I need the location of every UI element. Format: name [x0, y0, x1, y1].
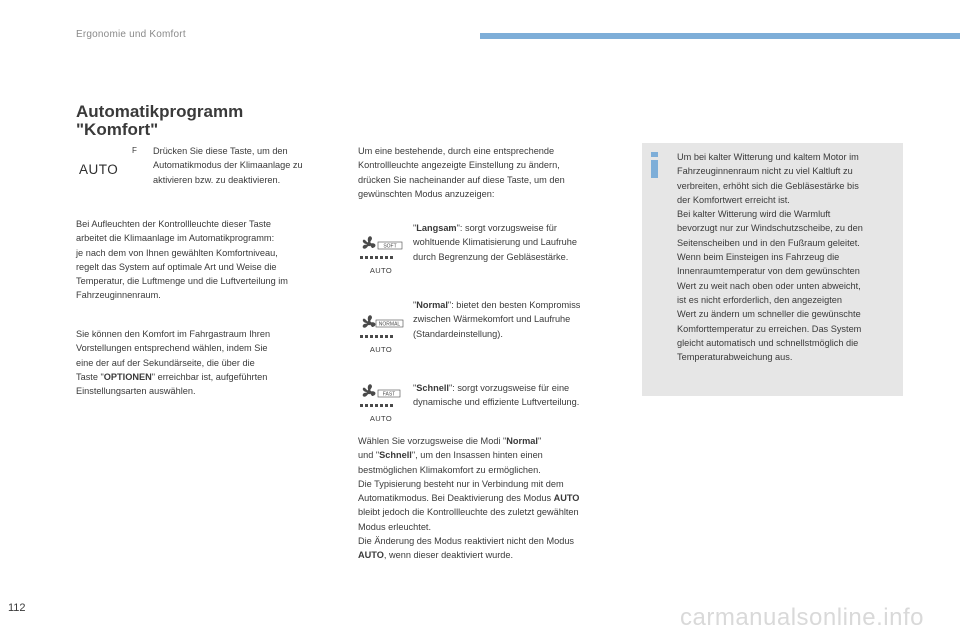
info-box-text: Um bei kalter Witterung und kaltem Motor im Fahrzeuginnenraum nicht zu viel Kaltluft zu verbreiten, erhöht sich die Gebläsestärke bis der Komfortwert erreicht ist. Bei kalter Witterung wird die Warmluft bevorzugt nur zur Windschutzscheibe, zu den Seitenscheiben und in den Fußraum geleitet. Wenn beim Einsteigen ins Fahrzeug die Innenraumtemperatur von dem gewünschten Wert zu weit nach oben oder unten abweicht, ist es nicht erforderlich, den angezeigten Wert zu ändern um schneller die gewünschte Komforttemperatur zu erreichen. Das System gleicht automatisch und schnellstmöglich die Temperaturabweichung aus. [677, 152, 863, 363]
mode-description-fast: "Schnell": sorgt vorzugsweise für eine dynamische und effiziente Luftverteilung. [413, 383, 580, 408]
normal-mode-fan-icon [356, 311, 406, 354]
paragraph-comfort-options: Sie können den Komfort im Fahrgastraum Ihren Vorstellungen entsprechend wählen, indem Sie eine der auf der Sekundärseite, die über die Taste "OPTIONEN" erreichbar ist, aufgeführten Einstellungsarten auswählen. [76, 329, 271, 397]
normal-mode-tag: NORMAL [378, 321, 401, 328]
chapter-title: Ergonomie und Komfort [76, 29, 186, 40]
bullet-marker: F [132, 146, 137, 155]
paragraph-auto-program: Bei Aufleuchten der Kontrollleuchte dieser Taste arbeitet die Klimaanlage im Automatikprogramm: je nach dem von Ihnen gewählten Komfortniveau, regelt das System auf optimale Art und Weise die Temperatur, die Luftmenge und die Luftverteilung im Fahrzeuginnenraum. [76, 219, 288, 301]
info-icon [649, 152, 660, 178]
paragraph-mode-intro: Um eine bestehende, durch eine entsprechende Kontrollleuchte angezeigte Einstellung zu ändern, drücken Sie nacheinander auf diese Taste, um den gewünschten Modus anzuzeigen: [358, 146, 565, 199]
paragraph-closing: Wählen Sie vorzugsweise die Modi "Normal" und "Schnell", um den Insassen hinten einen bestmöglichen Klimakomfort zu ermöglichen. Die Typisierung besteht nur in Verbindung mit dem Automatikmodus. Bei Deaktivierung des Modus AUTO bleibt jedoch die Kontrollleuchte des zuletzt gewählten Modus erleuchtet. Die Änderung des Modus reaktiviert nicht den Modus AUTO, wenn dieser deaktiviert wurde. [358, 436, 580, 561]
section-title-line-2: "Komfort" [76, 120, 159, 139]
fast-mode-auto-label: AUTO [369, 414, 393, 423]
fast-mode-fan-icon [356, 380, 406, 423]
auto-button-graphic: AUTO [79, 162, 119, 177]
soft-mode-auto-label: AUTO [369, 266, 393, 275]
soft-mode-fan-icon [356, 232, 406, 275]
watermark: carmanualsonline.info [680, 604, 924, 631]
soft-mode-tag: SOFT [383, 243, 397, 250]
mode-description-normal: "Normal": bietet den besten Kompromiss zwischen Wärmekomfort und Laufruhe (Standardeinstellung). [413, 300, 581, 339]
header-accent-bar [480, 33, 960, 39]
section-title [76, 103, 326, 139]
page-number: 112 [8, 602, 26, 614]
section-title-line-1: Automatikprogramm [76, 102, 244, 121]
normal-mode-auto-label: AUTO [369, 345, 393, 354]
bullet-text: Drücken Sie diese Taste, um den Automatikmodus der Klimaanlage zu aktivieren bzw. zu deaktivieren. [153, 146, 303, 185]
fast-mode-tag: FAST [382, 391, 396, 398]
mode-description-soft: "Langsam": sorgt vorzugsweise für wohltuende Klimatisierung und Laufruhe durch Begrenzung der Gebläsestärke. [413, 223, 577, 262]
